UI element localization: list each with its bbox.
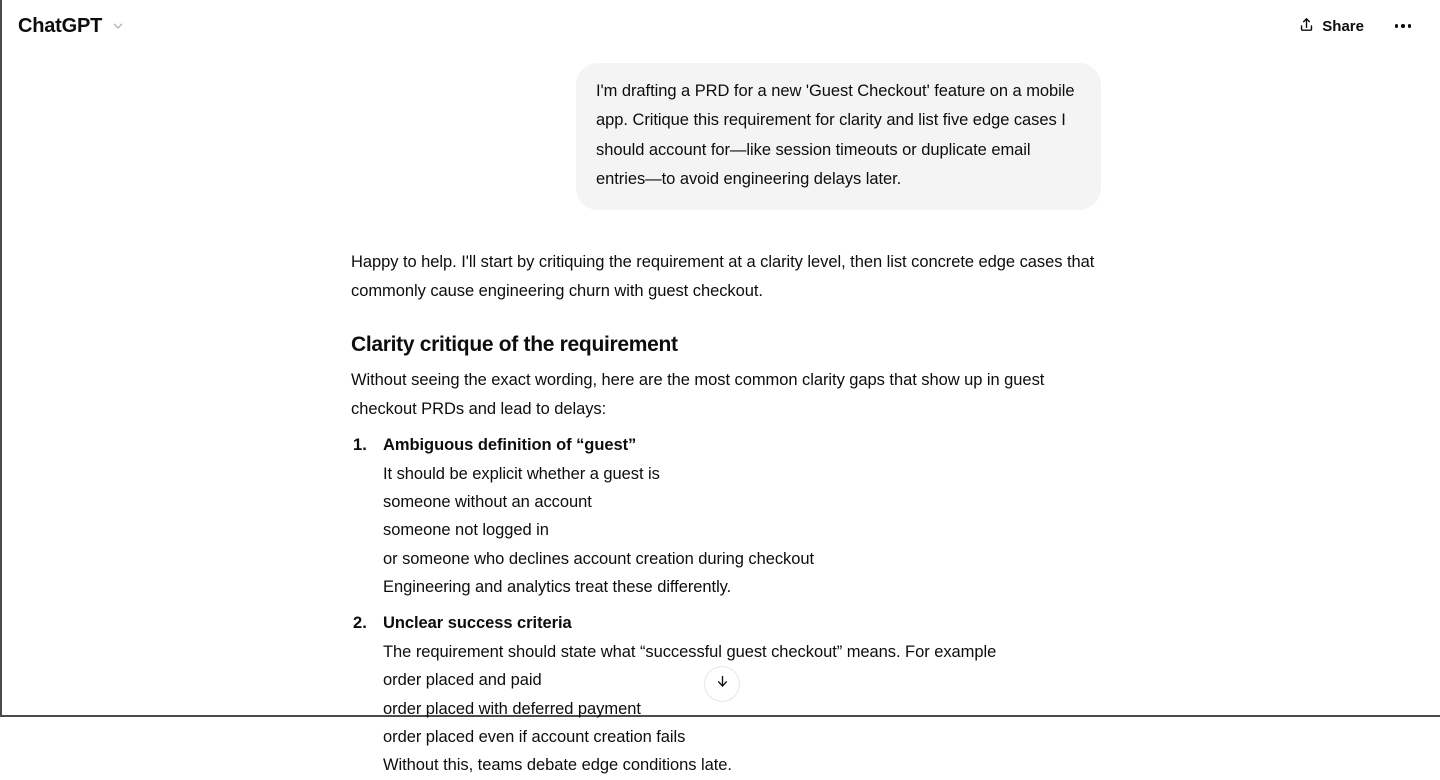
top-header-bar xyxy=(2,0,1440,52)
user-message-row xyxy=(341,63,1101,210)
share-upload-icon xyxy=(1298,16,1315,36)
more-dots xyxy=(1395,24,1412,28)
chevron-down-icon[interactable] xyxy=(109,17,127,35)
app-title: ChatGPT xyxy=(18,15,103,37)
assistant-lead-paragraph: Happy to help. I'll start by critiquing the requirement at a clarity level, then list concrete edge cases that commonly cause engineering churn with guest checkout. xyxy=(351,253,1095,300)
subline: Without this, teams debate edge conditions late. xyxy=(383,756,732,775)
list-item-title: Unclear success criteria xyxy=(383,614,572,633)
share-button-label: Share xyxy=(1322,17,1364,35)
assistant-intro-paragraph: Without seeing the exact wording, here are the most common clarity gaps that show up in guest checkout PRDs and lead to delays: xyxy=(351,371,1045,418)
conversation-thread[interactable] xyxy=(2,52,1440,775)
header-right-group xyxy=(1288,11,1418,41)
subline: order placed even if account creation fails xyxy=(383,727,686,746)
share-button[interactable] xyxy=(1288,11,1374,41)
subline: It should be explicit whether a guest is xyxy=(383,464,660,483)
list-item-sublines xyxy=(383,460,1099,602)
arrow-down-icon xyxy=(714,673,731,695)
more-options-icon[interactable] xyxy=(1388,11,1418,41)
subline: order placed with deferred payment xyxy=(383,699,641,718)
list-item xyxy=(351,431,1099,601)
list-item-sublines xyxy=(383,638,1099,780)
critique-list xyxy=(351,431,1099,780)
scroll-to-bottom-button[interactable] xyxy=(704,666,740,702)
header-left-group xyxy=(18,16,127,36)
assistant-section-heading: Clarity critique of the requirement xyxy=(351,333,678,357)
user-message-bubble: I'm drafting a PRD for a new 'Guest Checkout' feature on a mobile app. Critique this requirement for clarity and list five edge cases I should account for—like session timeouts or duplicate email entries—to avoid engineering delays later. xyxy=(576,63,1101,210)
subline: order placed and paid xyxy=(383,671,542,690)
subline: or someone who declines account creation during checkout xyxy=(383,549,815,568)
subline: someone not logged in xyxy=(383,521,549,540)
list-item-title: Ambiguous definition of “guest” xyxy=(383,436,637,455)
subline: Engineering and analytics treat these differently. xyxy=(383,578,732,597)
subline: someone without an account xyxy=(383,492,592,511)
subline: The requirement should state what “successful guest checkout” means. For example xyxy=(383,642,997,661)
